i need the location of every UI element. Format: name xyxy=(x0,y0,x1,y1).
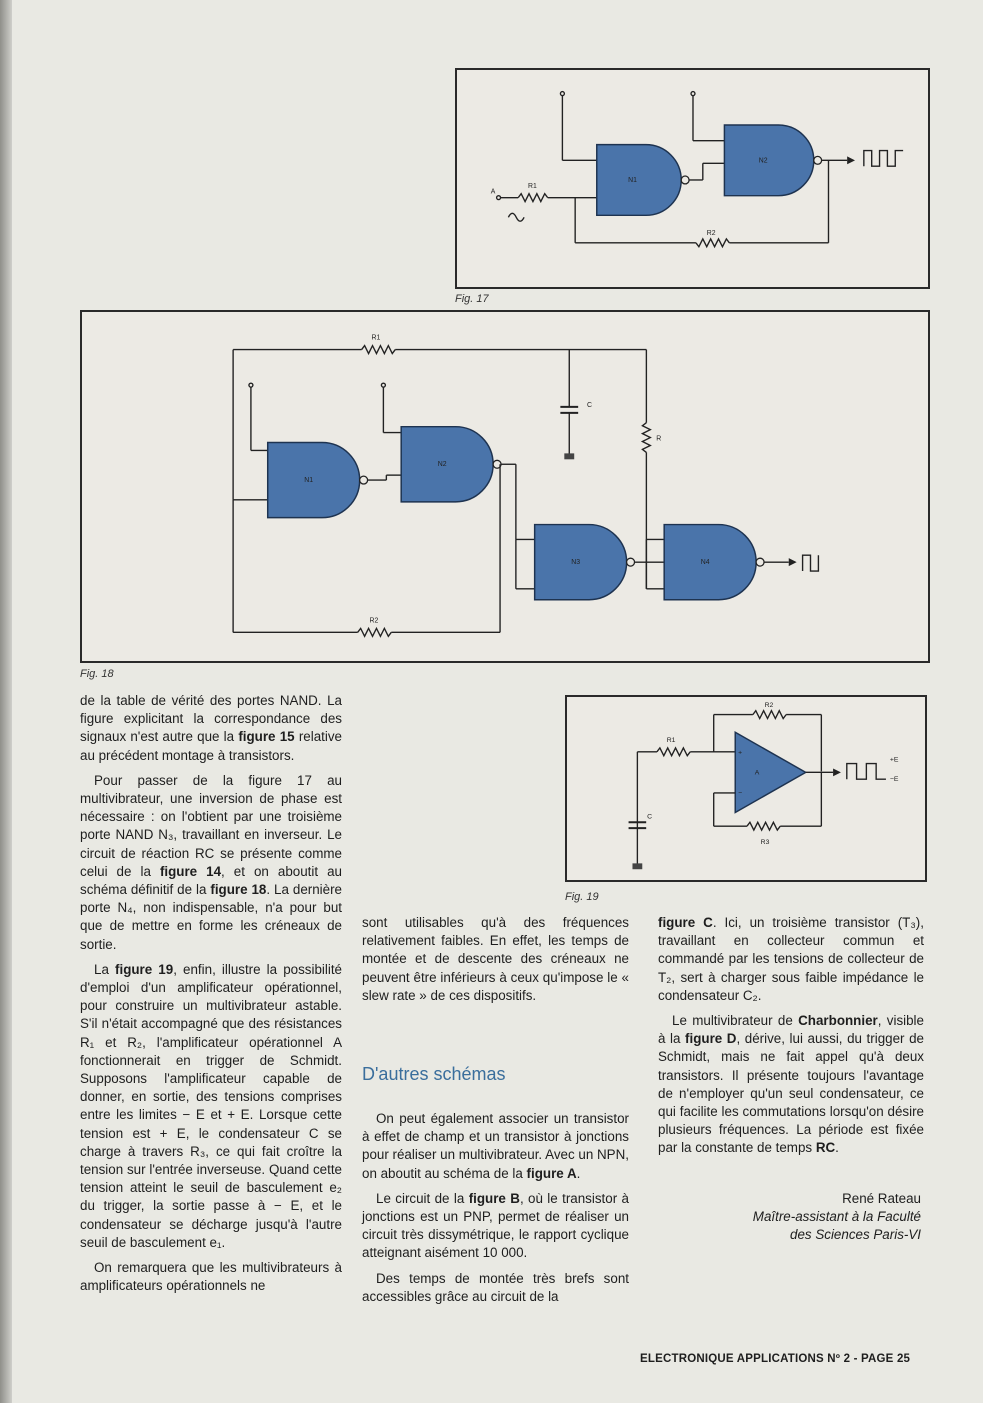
fig19-label-c: C xyxy=(647,813,653,821)
author-signature xyxy=(753,1190,921,1244)
page-binding-edge xyxy=(0,0,12,1403)
fig17-label-r1: R1 xyxy=(528,182,537,190)
fig17-gate-n2: N2 xyxy=(758,157,768,165)
fig17-label-a: A xyxy=(490,188,496,196)
fig19-label-plus: + xyxy=(738,749,743,757)
fig19-label-r3: R3 xyxy=(760,838,770,846)
author-role-1: Maître-assistant à la Faculté xyxy=(752,1209,921,1224)
figure-17 xyxy=(455,68,930,289)
text-column-3 xyxy=(658,914,924,1165)
fig18-gate-n1: N1 xyxy=(304,477,314,485)
fig18-label-c: C xyxy=(587,401,593,409)
fig18-gate-n2: N2 xyxy=(437,461,447,469)
col2-paragraph-4: Des temps de montée très brefs sont accessibles grâce au circuit de la xyxy=(362,1270,629,1304)
author-role-2: des Sciences Paris-VI xyxy=(790,1227,921,1242)
fig19-label-r1: R1 xyxy=(666,737,676,745)
col2-paragraph-3: Le circuit de la figure B, où le transistor à jonctions est un PNP, permet de réaliser un circuit très dissymétrique, le rapport cyclique atteignant aisément 10 000. xyxy=(362,1190,629,1261)
fig19-label-pe: +E xyxy=(889,756,899,764)
figure-19-caption: Fig. 19 xyxy=(565,891,599,903)
text-column-2b xyxy=(362,1110,629,1313)
fig18-gate-n4: N4 xyxy=(700,559,710,567)
fig18-label-r: R xyxy=(656,435,662,443)
fig19-label-r2: R2 xyxy=(764,701,774,709)
figure-18 xyxy=(80,310,930,663)
col1-paragraph-2: Pour passer de la figure 17 au multivibrateur, une inversion de phase est nécessaire : on l'obtient par une troisième porte NAND N₃, travaillant en inverseur. Le circuit de réaction RC se présente comme celui de la figure 14, et on aboutit au schéma définitif de la figure 18. La dernière porte N₄, non indispensable, n'a pour but que de mettre en forme les créneaux de sortie. xyxy=(80,772,342,952)
fig17-gate-n1: N1 xyxy=(628,176,637,184)
figure-17-caption: Fig. 17 xyxy=(455,293,489,305)
col1-paragraph-3: La figure 19, enfin, illustre la possibilité d'emploi d'un amplificateur opérationnel, pour construire un multivibrateur astable. S'il n'était accompagné que des résistances R₁ et R₂, l'amplificateur opérationnel A fonctionnerait en trigger de Schmidt. Supposons l'amplificateur capable de donner, en sortie, des tensions comprises entre les limites − E et + E. Lorsque cette tension est + E, le condensateur C se charge à travers R₃, ce qui fait croître la tension sur l'entrée inverseuse. Quand cette tension atteint le seuil de basculement e₂ du trigger, la sortie passe à − E, et le condensateur se décharge jusqu'à l'autre seuil de basculement e₁. xyxy=(80,961,343,1250)
fig19-label-me: −E xyxy=(889,776,899,784)
fig18-label-r1: R1 xyxy=(371,334,381,342)
text-column-2 xyxy=(362,914,629,1012)
col2-paragraph-2: On peut également associer un transistor à effet de champ et un transistor à jonctions pour réaliser un multivibrateur. Avec un NPN, on aboutit au schéma de la figure A. xyxy=(362,1111,629,1181)
col3-paragraph-2: Le multivibrateur de Charbonnier, visible à la figure D, dérive, lui aussi, du trigger de Schmidt, mais ne fait appel qu'à deux transistors. Il présente toujours l'avantage de n'employer qu'un seul condensateur, ce qui facilite les commutations lorsqu'on désire plusieurs fréquences. La période est fixée par la constante de temps RC. xyxy=(658,1013,924,1156)
col1-paragraph-4: On remarquera que les multivibrateurs à amplificateurs opérationnels ne xyxy=(80,1260,342,1294)
fig17-label-r2: R2 xyxy=(706,229,716,237)
fig19-label-minus: − xyxy=(738,789,743,797)
author-name: René Rateau xyxy=(842,1191,921,1206)
fig19-label-amp: A xyxy=(754,769,760,777)
text-column-1 xyxy=(80,692,342,1303)
col3-paragraph-1: figure C. Ici, un troisième transistor (T₃), travaillant en collecteur commun et commandé par les tensions de collecteur de T₂, sert à charger sous faible impédance le condensateur C₂. xyxy=(658,915,924,1003)
figure-19 xyxy=(565,695,927,882)
section-heading: D'autres schémas xyxy=(362,1064,506,1084)
col1-paragraph-1: de la table de vérité des portes NAND. La figure explicitant la correspondance des signaux n'est autre que la figure 15 relative au précédent montage à transistors. xyxy=(80,693,342,763)
page-footer: ELECTRONIQUE APPLICATIONS Nº 2 - PAGE 25 xyxy=(640,1353,911,1365)
fig18-gate-n3: N3 xyxy=(571,559,581,567)
figure-18-caption: Fig. 18 xyxy=(80,668,114,680)
col2-paragraph-1: sont utilisables qu'à des fréquences relativement faibles. En effet, les temps de montée et de descente des créneaux ne peuvent être inférieurs à ceux qu'impose le « slew rate » de ces dispositifs. xyxy=(362,915,629,1003)
fig18-label-r2: R2 xyxy=(369,617,379,625)
